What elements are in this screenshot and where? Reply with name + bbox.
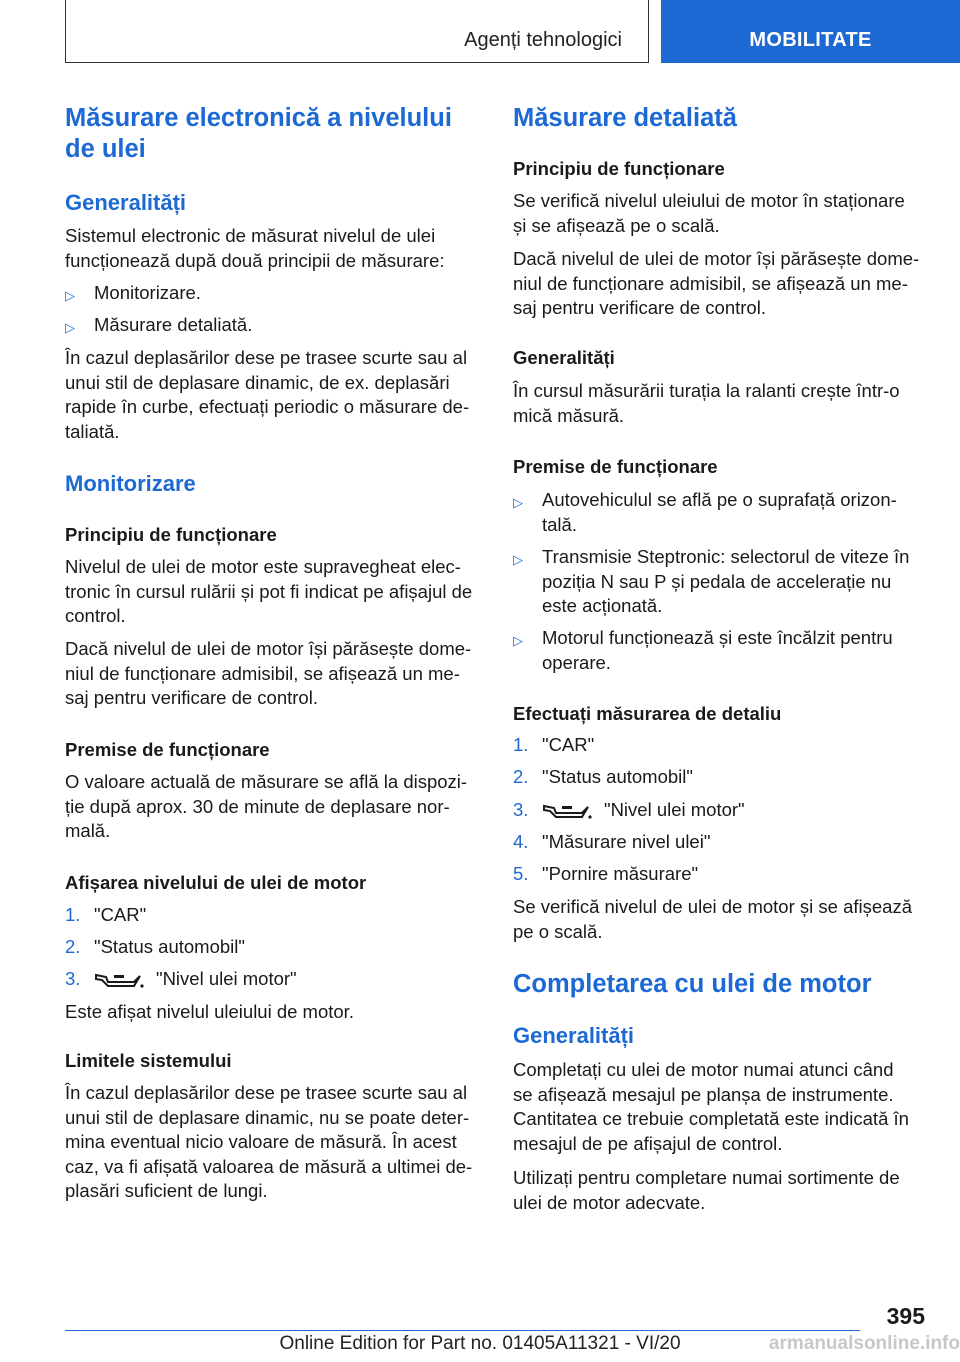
triangle-right-icon: ▷ xyxy=(513,633,523,648)
paragraph-display-result: Este afișat nivelul uleiului de motor. xyxy=(65,1001,354,1022)
heading-oil-measurement: Măsurare electronică a nivelului de ulei xyxy=(65,104,452,163)
paragraph-general-advice: În cazul deplasărilor dese pe trasee scurte sau al unui stil de deplasare dinamic, de ex. deplasări rapide în curbe, efectuați periodic o măsurare de‐ taliată. xyxy=(65,347,470,442)
paragraph-principle-2: Dacă nivelul de ulei de motor își părăsește dome‐ niul de funcționare admisibil, se afișează un me‐ saj pentru verificare de control. xyxy=(513,248,920,318)
subheading-general: Generalități xyxy=(513,347,615,368)
subheading-perform-measurement: Efectuați măsurarea de detaliu xyxy=(513,703,782,724)
footer-rule xyxy=(65,1330,860,1331)
paragraph-general-intro: Sistemul electronic de măsurat nivelul de ulei funcționează după două principii de măsurare: xyxy=(65,225,445,271)
paragraph-system-limits: În cazul deplasărilor dese pe trasee scurte sau al unui stil de deplasare dinamic, nu se poate deter‐ mina eventual nicio valoare de măsură. În acest caz, va fi afișată valoarea de măsură a ultimei de‐ plasări suficient de lungi. xyxy=(65,1082,473,1201)
subheading-principle: Principiu de funcționare xyxy=(513,158,725,179)
paragraph-principle-1: Se verifică nivelul uleiului de motor în staționare și se afișează pe o scală. xyxy=(513,190,905,236)
triangle-right-icon: ▷ xyxy=(65,320,75,335)
subheading-display-level: Afișarea nivelului de ulei de motor xyxy=(65,872,367,893)
subheading-system-limits: Limitele sistemului xyxy=(65,1050,232,1071)
heading-detailed-measurement: Măsurare detaliată xyxy=(513,104,737,132)
paragraph-measurement-result: Se verifică nivelul de ulei de motor și se afișează pe o scală. xyxy=(513,896,912,942)
page-number: 395 xyxy=(886,1303,925,1329)
triangle-right-icon: ▷ xyxy=(65,288,75,303)
header-chapter-title: MOBILITATE xyxy=(749,29,872,51)
heading-general: Generalități xyxy=(65,190,187,215)
heading-general: Generalități xyxy=(513,1023,635,1048)
header-section-title: Agenți tehnologici xyxy=(464,29,622,51)
subheading-principle: Principiu de funcționare xyxy=(65,524,277,545)
heading-oil-topup: Completarea cu ulei de motor xyxy=(513,970,872,998)
subheading-prerequisites: Premise de funcționare xyxy=(513,456,718,477)
paragraph-monitoring-2: Dacă nivelul de ulei de motor își părăsește dome‐ niul de funcționare admisibil, se afișează un me‐ saj pentru verificare de control. xyxy=(65,638,472,708)
footer-edition: Online Edition for Part no. 01405A11321 - VI/20 xyxy=(279,1333,681,1354)
oil-can-icon xyxy=(542,801,592,821)
watermark: armanualsonline.info xyxy=(768,1333,960,1354)
paragraph-prerequisites: O valoare actuală de măsurare se află la dispozi‐ ție după aprox. 30 de minute de deplasare nor‐ mală. xyxy=(65,771,468,841)
triangle-right-icon: ▷ xyxy=(513,495,523,510)
triangle-right-icon: ▷ xyxy=(513,552,523,567)
paragraph-monitoring-1: Nivelul de ulei de motor este supravegheat elec‐ tronic în cursul rulării și pot fi indicat pe afișajul de control. xyxy=(65,556,473,626)
subheading-prerequisites: Premise de funcționare xyxy=(65,739,270,760)
paragraph-general: În cursul măsurării turația la ralanti crește într-o mică măsură. xyxy=(513,380,900,426)
left-column: Măsurare electronică a nivelului de ulei Generalități Sistemul electronic de măsurat nivelul de ulei funcționează după două principii de măsurare: ▷ Monitorizare. ▷ Măsurare detaliată. În cazul deplasărilor dese pe trasee scurte sau al unui stil de deplasare dinamic, de ex. deplasări rapide în curbe, efectuați periodic o măsurare de‐ taliată. Monitorizare Principiu de funcționare Nivelul de ulei de motor este supravegheat elec‐ tronic în cursul rulării și pot fi indicat pe afișajul de control. Dacă nivelul de ulei de motor își părăsește dome‐ niul de funcționare admisibil, se afișează un me‐ saj pentru verificare de control. Premise de funcționare O valoare actuală de măsurare se află la dispozi‐ ție după aprox. 30 de minute de deplasare nor‐ mală. Afișarea nivelului de ulei de motor 1. "CAR" 2. "Status automobil" 3. "Nivel ulei motor" Este afișat nivelul uleiului de motor. Limitele sistemului În cazul deplasărilor dese pe trasee scurte sau al unui stil de deplasare dinamic, nu se poate deter‐ mina eventual nicio valoare de măsură. În acest caz, va fi afișată valoarea de măsură a ultimei de‐ plasări suficient de lungi. xyxy=(65,0,485,1300)
paragraph-topup-2: Utilizați pentru completare numai sortimente de ulei de motor adecvate. xyxy=(513,1167,900,1213)
right-column: Măsurare detaliată Principiu de funcționare Se verifică nivelul uleiului de motor în staționare și se afișează pe o scală. Dacă nivelul de ulei de motor își părăsește dome‐ niul de funcționare admisibil, se afișează un me‐ saj pentru verificare de control. Generalități În cursul măsurării turația la ralanti crește într-o mică măsură. Premise de funcționare ▷ Autovehiculul se află pe o suprafață orizon‐ tală. ▷ Transmisie Steptronic: selectorul de viteze în poziția N sau P și pedala de accelerație nu este acționată. ▷ Motorul funcționează și este încălzit pentru operare. Efectuați măsurarea de detaliu 1. "CAR" 2. "Status automobil" 3. "Nivel ulei motor" 4. "Măsurare nivel ulei" 5. "Pornire măsurare" Se verifică nivelul de ulei de motor și se afișează pe o scală. Completarea cu ulei de motor Generalități Completați cu ulei de motor numai atunci când se afișează mesajul pe planșa de instrumente. Cantitatea ce trebuie completată este indicată în mesajul de pe afișajul de control. Utilizați pentru completare numai sortimente de ulei de motor adecvate. xyxy=(513,0,933,1300)
paragraph-topup-1: Completați cu ulei de motor numai atunci când se afișează mesajul pe planșa de instrumente. Cantitatea ce trebuie completată este indicată în mesajul de pe afișajul de control. xyxy=(513,1059,909,1154)
oil-can-icon xyxy=(94,970,144,990)
heading-monitoring: Monitorizare xyxy=(65,471,196,496)
